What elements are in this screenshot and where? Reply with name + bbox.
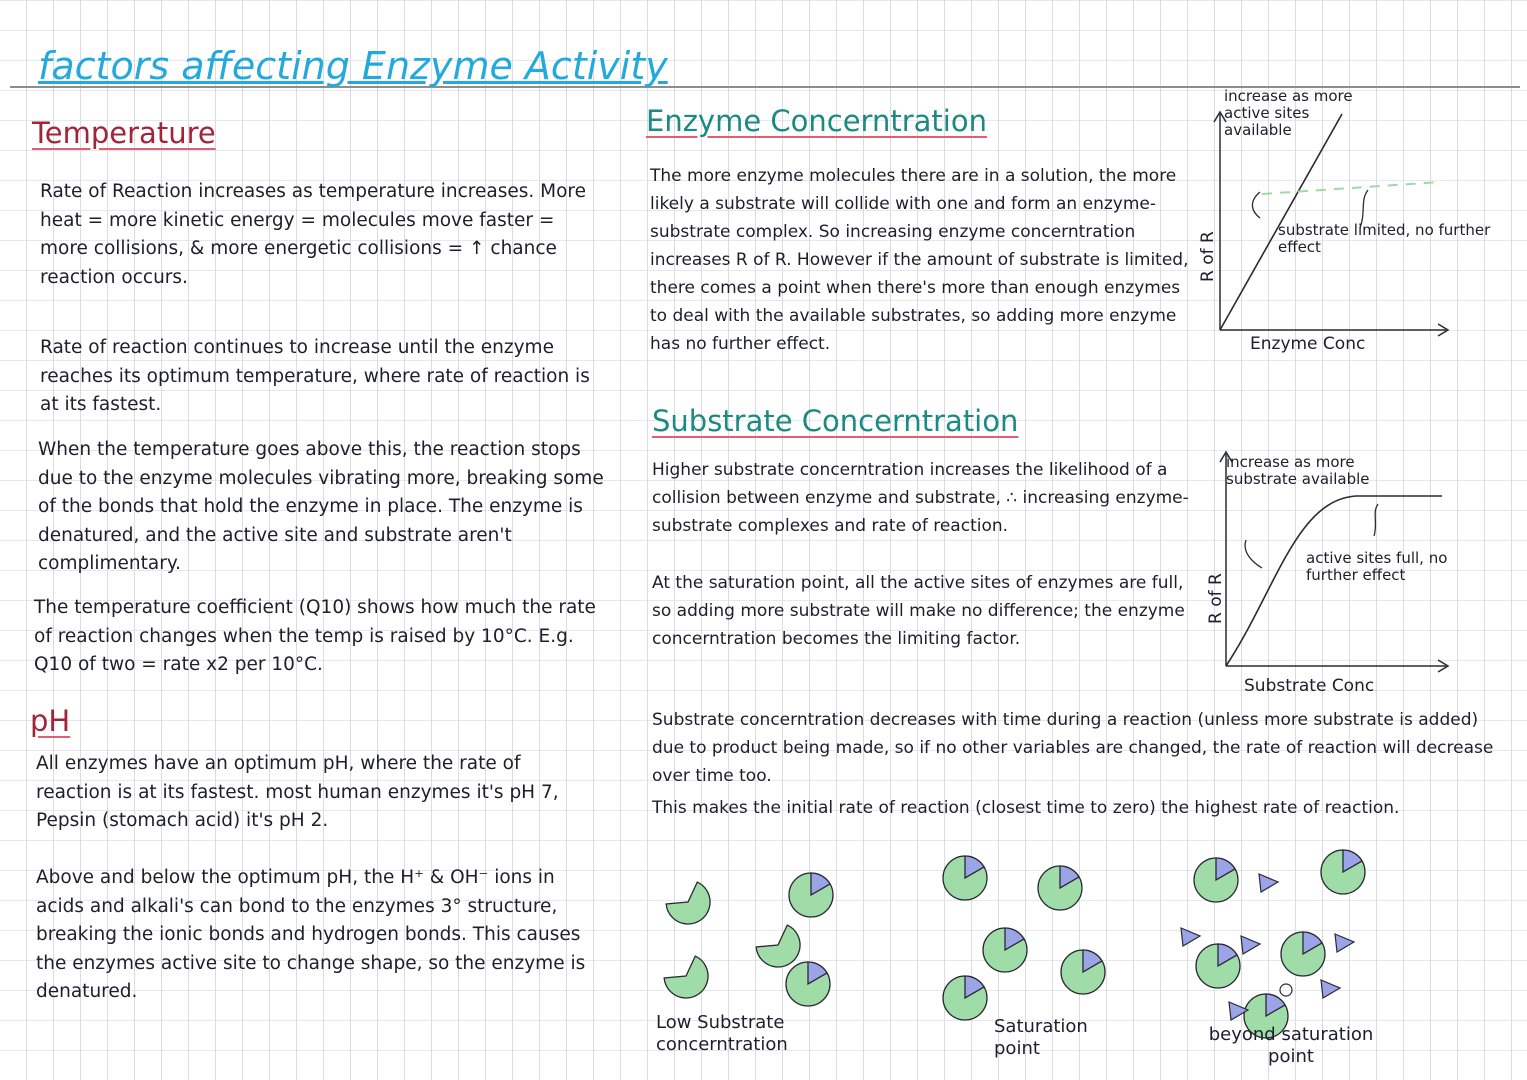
temperature-paragraph-2: Rate of reaction continues to increase until the enzyme reaches its optimum temperature, where rate of reaction is at its fastest. xyxy=(40,337,590,415)
enzyme-substrate-complex xyxy=(943,976,987,1020)
enzyme-graph-x-label: Enzyme Conc xyxy=(1250,334,1366,354)
beyond-saturation-caption: beyond saturation point xyxy=(1208,1024,1374,1067)
free-substrate xyxy=(1241,936,1260,954)
enzyme-substrate-complex xyxy=(1321,850,1365,894)
enzyme-substrate-complex xyxy=(786,962,830,1006)
ph-heading: pH xyxy=(30,704,71,738)
free-substrate xyxy=(1181,928,1200,946)
temperature-paragraph-4: The temperature coefficient (Q10) shows how much the rate of reaction changes when the temp is raised by 10°C. E.g. Q10 of two = rate x2 per 10°C. xyxy=(34,597,596,675)
enzyme-conc-paragraph: The more enzyme molecules there are in a solution, the more likely a substrate will collide with one and form an enzyme-substrate complex. So increasing enzyme concerntration increases R of R. However if the amount of substrate is limited, there comes a point when there's more than enough enzymes to deal with the available substrates, so adding more enzyme has no further effect. xyxy=(650,166,1189,354)
substrate-conc-paragraph-4: This makes the initial rate of reaction (closest time to zero) the highest rate of reaction. xyxy=(652,798,1400,818)
substrate-conc-paragraph-2: At the saturation point, all the active sites of enzymes are full, so adding more substrate will make no difference; the enzyme concerntration becomes the limiting factor. xyxy=(652,573,1185,649)
beyond-saturation-diagram xyxy=(1181,850,1365,1038)
ph-paragraph-1: All enzymes have an optimum pH, where the rate of reaction is at its fastest. most human enzymes it's pH 7, Pepsin (stomach acid) it's pH 2. xyxy=(36,753,559,831)
enzyme-substrate-complex xyxy=(789,873,833,917)
substrate-graph-x-label: Substrate Conc xyxy=(1244,676,1375,696)
enzyme-substrate-complex xyxy=(983,928,1027,972)
enzyme-substrate-complex xyxy=(1196,944,1240,988)
substrate-conc-paragraph-3: Substrate concerntration decreases with time during a reaction (unless more substrate is added) due to product being made, so if no other variables are changed, the rate of reaction will decrease over time too. xyxy=(652,710,1494,786)
page-title: factors affecting Enzyme Activity xyxy=(38,44,668,88)
enzyme-conc-heading: Enzyme Concerntration xyxy=(646,104,987,138)
substrate-graph-annotation-plateau: active sites full, no further effect xyxy=(1306,549,1448,584)
free-substrate xyxy=(1259,874,1278,892)
enzyme-substrate-complex xyxy=(943,856,987,900)
saturation-diagram xyxy=(943,856,1105,1020)
enzyme-substrate-complex xyxy=(1061,950,1105,994)
substrate-graph-annotation-rise: increase as more substrate available xyxy=(1226,453,1370,488)
enzyme-substrate-complex xyxy=(1194,858,1238,902)
substrate-conc-heading: Substrate Concerntration xyxy=(652,404,1019,438)
saturation-caption: Saturation point xyxy=(994,1016,1088,1059)
substrate-graph-y-label: R of R xyxy=(1206,573,1226,624)
enzyme-substrate-complex xyxy=(1281,932,1325,976)
substrate-conc-paragraph-1: Higher substrate concerntration increases the likelihood of a collision between enzyme and substrate, ∴ increasing enzyme-substrate complexes and rate of reaction. xyxy=(652,460,1189,536)
free-substrate xyxy=(1335,934,1354,952)
free-substrate xyxy=(1321,980,1340,998)
temperature-heading: Temperature xyxy=(32,116,216,150)
ph-paragraph-2: Above and below the optimum pH, the H⁺ & OH⁻ ions in acids and alkali's can bond to the enzymes 3° structure, breaking the ionic bonds and hydrogen bonds. This causes the enzymes active site to change shape, so the enzyme is denatured. xyxy=(36,867,586,1002)
small-circle xyxy=(1280,984,1292,996)
empty-enzyme xyxy=(661,874,717,931)
enzyme-graph-annotation-plateau: substrate limited, no further effect xyxy=(1278,221,1491,256)
empty-enzyme xyxy=(659,948,715,1005)
low-substrate-diagram xyxy=(659,873,833,1006)
temperature-paragraph-3: When the temperature goes above this, the reaction stops due to the enzyme molecules vibrating more, breaking some of the bonds that hold the enzyme in place. The enzyme is denatured, and the active site and substrate aren't complimentary. xyxy=(38,439,604,574)
temperature-paragraph-1: Rate of Reaction increases as temperature increases. More heat = more kinetic energy = molecules move faster = more collisions, & more energetic collisions = ↑ chance reaction occurs. xyxy=(40,181,586,288)
enzyme-graph-annotation-rise: increase as more active sites available xyxy=(1224,87,1353,139)
enzyme-substrate-complex xyxy=(1038,866,1082,910)
low-substrate-caption: Low Substrate concerntration xyxy=(656,1012,788,1055)
enzyme-graph-y-label: R of R xyxy=(1198,231,1218,282)
